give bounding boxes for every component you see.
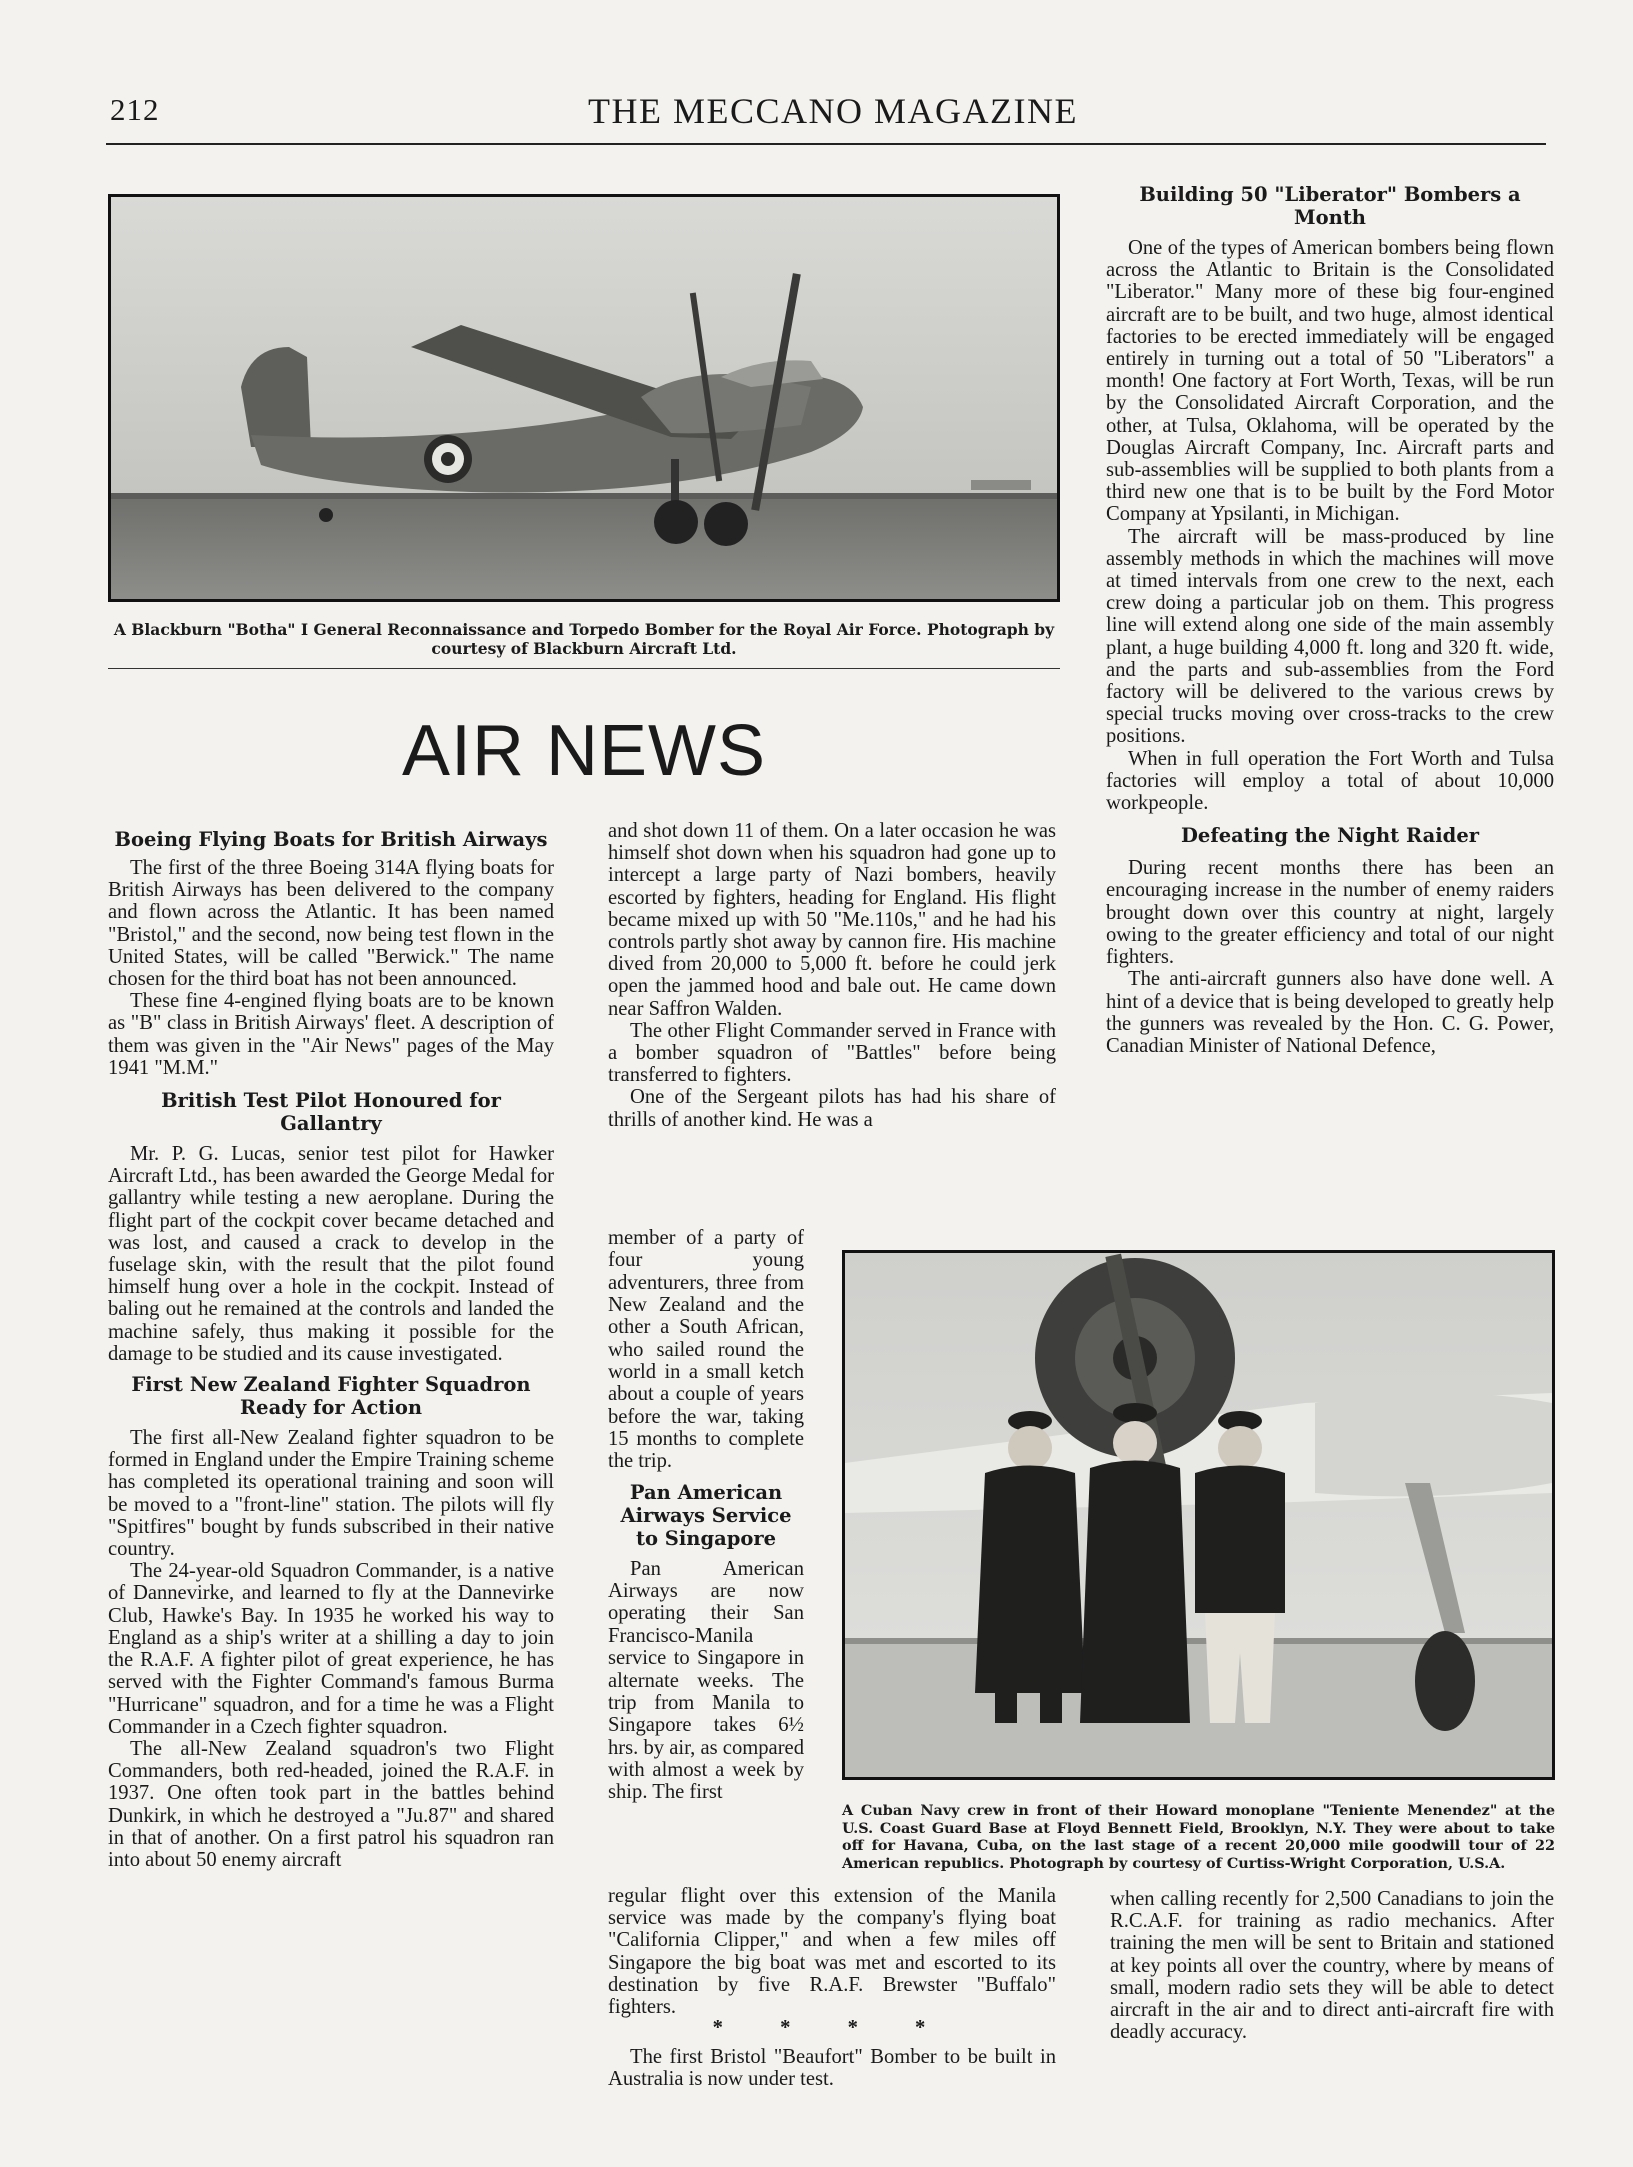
bomber-photo [108,194,1060,602]
paragraph: The first all-New Zealand fighter squadron to be formed in England under the Empire Training scheme has completed its operational training and soon will be moved to a "front-line" station. The pilots will fly "Spitfires" bought by funds subscribed in their native country. [108,1427,554,1561]
paragraph: When in full operation the Fort Worth and Tulsa factories will employ a total of about 10,000 workpeople. [1106,747,1554,815]
paragraph: One of the Sergeant pilots has had his share of thrills of another kind. He was a [608,1086,1056,1131]
column-middle-narrow [608,1227,804,1804]
heading-liberator-bombers: Building 50 "Liberator" Bombers a Month [1139,183,1521,229]
bomber-photo-caption: A Blackburn "Botha" I General Reconnaissance and Torpedo Bomber for the Royal Air Force. Photograph by courtesy of Blackburn Aircraft Ltd. [113,620,1055,658]
heading-pan-american: Pan American Airways Service to Singapore [620,1480,792,1550]
paragraph: The anti-aircraft gunners also have done well. A hint of a device that is being developed to greatly help the gunners was revealed by the Hon. C. G. Power, Canadian Minister of National Defence, [1106,968,1554,1057]
heading-nz-fighter-squadron: First New Zealand Fighter Squadron Ready for Action [131,1373,531,1420]
paragraph: These fine 4-engined flying boats are to be known as "B" class in British Airways' fleet. A description of them was given in the "Air News" pages of the May 1941 "M.M." [108,990,554,1079]
heading-boeing-flying-boats: Boeing Flying Boats for British Airways [114,828,548,851]
heading-night-raider: Defeating the Night Raider [1181,824,1479,848]
paragraph: The first Bristol "Beaufort" Bomber to be built in Australia is now under test. [608,2046,1056,2091]
paragraph: The other Flight Commander served in France with a bomber squadron of "Battles" before being transferred to fighters. [608,1019,1056,1087]
paragraph: when calling recently for 2,500 Canadians to join the R.C.A.F. for training as radio mechanics. After training the men will be sent to Britain and stationed at key points all over the country, where by means of small, modern radio sets they will be able to detect aircraft in the air and to direct anti-aircraft fire with deadly accuracy. [1110,1888,1554,2044]
paragraph: The all-New Zealand squadron's two Flight Commanders, both red-headed, joined the R.A.F. in 1937. One often took part in the battles behind Dunkirk, in which he destroyed a "Ju.87" and shared in that of another. On a first patrol his squadron ran into about 50 enemy aircraft [108,1737,554,1871]
paragraph: The aircraft will be mass-produced by line assembly methods in which the machines will move at timed intervals from one crew to the next, each crew doing a particular job on them. This progress line will extend along one side of the main assembly plant, a huge building 4,000 ft. long and 320 ft. wide, and the parts and sub-assemblies from the Ford factory will be delivered to the various crews by special trucks moving over cross-tracks to the crew positions. [1106,525,1554,748]
paragraph: and shot down 11 of them. On a later occasion he was himself shot down when his squadron had gone up to intercept a large party of Nazi bombers, heavily escorted by fighters, heading for England. His flight became mixed up with 50 "Me.110s," and he had his controls partly shot away by cannon fire. His machine dived from 20,000 to 5,000 ft. before he could jerk open the jammed hood and bale out. He came down near Saffron Walden. [608,820,1056,1020]
section-title: AIR NEWS [401,711,767,791]
cuban-navy-crew-photo [842,1250,1555,1780]
heading-test-pilot: British Test Pilot Honoured for Gallantry [161,1089,501,1136]
column-middle-bottom [608,1885,1056,2091]
column-left [108,828,554,1871]
caption-rule [108,668,1060,669]
column-right [1106,183,1554,1057]
paragraph: Pan American Airways are now operating their San Francisco-Manila service to Singapore in alternate weeks. The trip from Manila to Singapore takes 6½ hrs. by air, as compared with almost a week by ship. The first [608,1557,804,1804]
magazine-title: THE MECCANO MAGAZINE [588,91,1078,131]
paragraph: One of the types of American bombers being flown across the Atlantic to Britain is the Consolidated "Liberator." Many more of these big four-engined aircraft are to be built, and two huge, almost identical factories to be erected immediately will be engaged entirely in turning out a total of 50 "Liberators" a month! One factory at Fort Worth, Texas, will be run by the Consolidated Aircraft Corporation, and the other, at Tulsa, Oklahoma, will be operated by the Douglas Aircraft Company, Inc. Aircraft parts and sub-assemblies will be supplied to both plants from a third new one that is to be built by the Ford Motor Company at Ypsilanti, in Michigan. [1106,237,1554,526]
paragraph: The first of the three Boeing 314A flying boats for British Airways has been delivered to the company and flown across the Atlantic. It has been named "Bristol," and the second, now being test flown in the United States, will be called "Berwick." The name chosen for the third boat has not been announced. [108,857,554,991]
column-middle-top [608,820,1056,1131]
paragraph: During recent months there has been an encouraging increase in the number of enemy raiders brought down over this country at night, largely owing to the greater efficiency and total of our night fighters. [1106,857,1554,969]
header-rule [106,143,1546,145]
paragraph: The 24-year-old Squadron Commander, is a native of Dannevirke, and learned to fly at the Dannevirke Club, Hawke's Bay. In 1935 he worked his way to England as a ship's writer at a shilling a day to join the R.A.F. A fighter pilot of great experience, he has served with the Fighter Command's famous Burma "Hurricane" squadron, and for a time he was a Flight Commander in a Czech fighter squadron. [108,1560,554,1738]
page-number: 212 [110,92,160,127]
paragraph: member of a party of four young adventurers, three from New Zealand and the other a South African, who sailed round the world in a small ketch about a couple of years before the war, taking 15 months to complete the trip. [608,1227,804,1473]
column-right-bottom [1110,1888,1554,2043]
paragraph: Mr. P. G. Lucas, senior test pilot for Hawker Aircraft Ltd., has been awarded the George Medal for gallantry while testing a new aeroplane. During the flight part of the cockpit cover became detached and was lost, and caused a crack to develop in the fuselage skin, with the result that the pilot found himself hung over a hole in the cockpit. Instead of baling out he remained at the controls and landed the machine safely, thus making it possible for the damage to be studied and its cause investigated. [108,1143,554,1365]
section-separator-stars: * * * * [712,2017,952,2040]
paragraph: regular flight over this extension of the Manila service was made by the company's flying boat "California Clipper," and when a few miles off Singapore the big boat was met and escorted to its destination by five R.A.F. Brewster "Buffalo" fighters. [608,1885,1056,2019]
cuban-navy-photo-caption: A Cuban Navy crew in front of their Howard monoplane "Teniente Menendez" at the U.S. Coast Guard Base at Floyd Bennett Field, Brooklyn, N.Y. They were about to take off for Havana, Cuba, on the last stage of a recent 20,000 mile goodwill tour of 22 American republics. Photograph by courtesy of Curtiss-Wright Corporation, U.S.A. [842,1802,1555,1872]
